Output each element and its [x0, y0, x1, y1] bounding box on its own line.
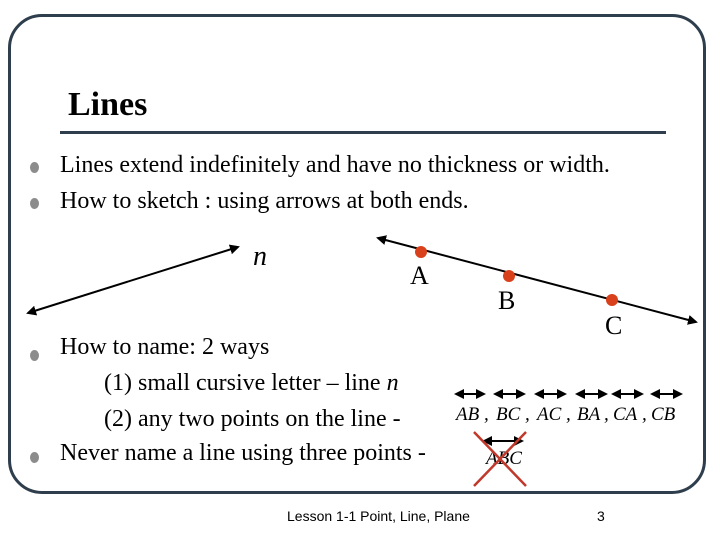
point-b-label: B	[498, 286, 516, 315]
bullet-marker	[30, 452, 39, 463]
point-a-label: A	[410, 261, 429, 290]
svg-text:,: ,	[525, 404, 530, 425]
line-n	[28, 247, 238, 313]
svg-text:,: ,	[566, 404, 571, 425]
point-a	[415, 246, 427, 258]
svg-text:,: ,	[642, 404, 647, 425]
point-c	[606, 294, 618, 306]
name-cb: CB	[651, 404, 676, 425]
point-c-label: C	[605, 311, 623, 340]
name-ba: BA	[577, 404, 601, 425]
footer-text: Lesson 1-1 Point, Line, Plane	[287, 508, 470, 524]
name-ca: CA	[613, 404, 638, 425]
line-n-label: n	[253, 241, 267, 272]
name-bc: BC	[496, 404, 521, 425]
naming-heading: How to name: 2 ways	[60, 334, 270, 360]
svg-text:,: ,	[604, 404, 609, 425]
point-b	[503, 270, 515, 282]
page-number: 3	[597, 508, 605, 524]
naming-way-1-text: (1) small cursive letter – line	[104, 370, 387, 396]
svg-text:,: ,	[484, 404, 489, 425]
bullet-text-sketch: How to sketch : using arrows at both ends.	[60, 188, 469, 214]
bullet-text-definition: Lines extend indefinitely and have no thickness or width.	[60, 152, 610, 178]
naming-never: Never name a line using three points -	[60, 440, 426, 466]
name-ac: AC	[537, 404, 562, 425]
naming-way-2: (2) any two points on the line -	[104, 406, 401, 432]
naming-way-1	[104, 370, 399, 397]
three-point-name-crossed	[474, 432, 526, 486]
name-ab: AB	[456, 404, 480, 425]
name-abc: ABC	[486, 448, 522, 469]
bullet-marker	[30, 350, 39, 361]
two-point-names	[454, 394, 681, 425]
naming-way-1-letter: n	[386, 370, 399, 396]
slide-title: Lines	[68, 86, 148, 123]
